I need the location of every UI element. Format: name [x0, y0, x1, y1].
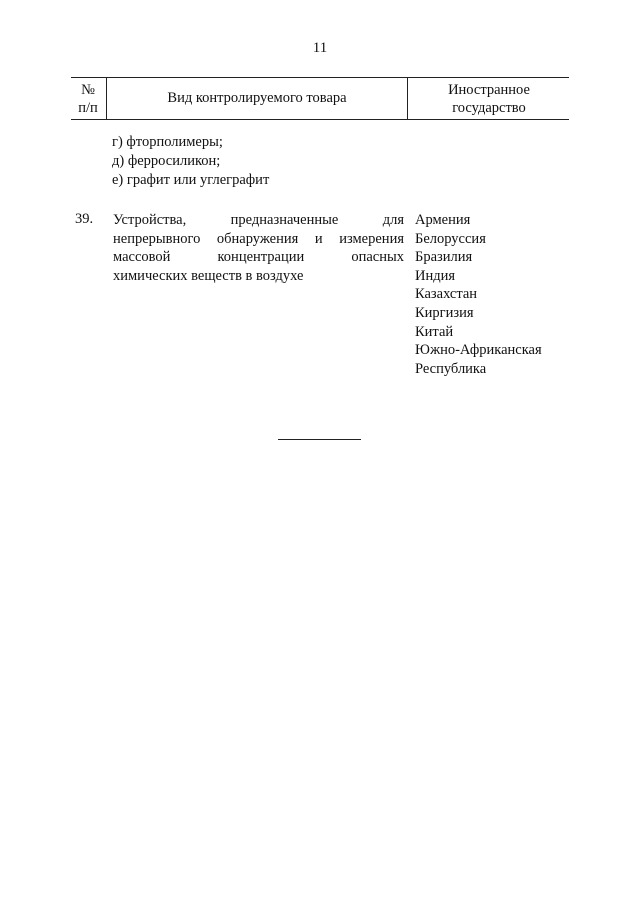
country-item: Белоруссия — [415, 230, 486, 247]
table-header — [71, 77, 569, 120]
country-item: Китай — [415, 323, 454, 340]
country-item: Киргизия — [415, 304, 474, 321]
sub-item: е) графит или углеграфит — [112, 172, 270, 188]
header-number-symbol: № — [81, 82, 95, 98]
header-country-line2: государство — [452, 100, 526, 116]
country-list — [415, 211, 542, 378]
country-item: Армения — [415, 212, 471, 228]
country-item: Индия — [415, 267, 456, 284]
item-description-line: химических веществ в воздухе — [113, 267, 304, 284]
page-number: 11 — [312, 40, 328, 56]
country-item: Бразилия — [415, 249, 473, 266]
sub-item: д) ферросиликон; — [112, 153, 221, 169]
item-description-line: массовой концентрации опасных — [113, 249, 404, 266]
header-number-column — [71, 81, 105, 117]
country-item: Южно-Африканская — [415, 342, 542, 359]
header-divider — [106, 78, 107, 119]
header-divider — [407, 78, 408, 119]
item-description-line: Устройства, предназначенные для — [113, 212, 404, 228]
sub-item-list — [112, 133, 269, 190]
country-item: Республика — [415, 360, 487, 377]
item-number: 39. — [75, 211, 94, 227]
item-description-line: непрерывного обнаружения и измерения — [113, 230, 404, 247]
header-goods-column: Вид контролируемого товара — [167, 90, 347, 106]
end-of-document-rule — [278, 439, 361, 440]
header-number-abbrev: п/п — [78, 100, 98, 116]
item-description — [113, 211, 404, 285]
sub-item: г) фторполимеры; — [112, 134, 223, 150]
header-country-line1: Иностранное — [448, 82, 530, 98]
country-item: Казахстан — [415, 286, 478, 303]
header-country-column — [409, 81, 569, 117]
